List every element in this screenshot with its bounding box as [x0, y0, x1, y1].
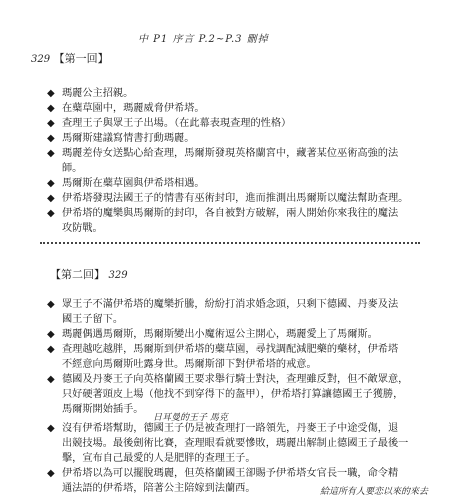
bullet-icon: ◆: [47, 88, 55, 99]
bullet-icon: ◆: [47, 374, 55, 385]
handwritten-note-top: 中 P1 序言 P.2~P.3 刪掉: [138, 34, 269, 45]
bullet-icon: ◆: [47, 423, 55, 434]
bullet-icon: ◆: [47, 193, 55, 204]
bullet-icon: ◆: [47, 103, 55, 114]
ch1-item-8: ◆ 伊希塔的魔樂與馬爾斯的封印，各自被對方破解，兩人開始你來我往的魔法 攻防戰。: [47, 208, 399, 234]
handwritten-annotation-bottom: 給這所有人要恋以來的來去: [320, 487, 429, 497]
chapter1-heading: [31, 50, 109, 66]
handwritten-annotation-german-prince: 日耳曼的王子 馬克: [153, 413, 228, 423]
chapter2-page-mark: 329: [108, 270, 128, 281]
ch2-item-5: ◆ 沒有伊希塔幫助，德國王子仍是被查理打一路領先，丹麥王子中途受傷，退 出競技場。最後劍術比賽，查理眼看就要慘敗，瑪麗出解制止德國王子最後一 擊，宣布自己最愛的人是肥胖的查理王子。: [47, 423, 409, 464]
ch2-item-2: ◆ 瑪麗偶遇馬爾斯，馬爾斯變出小魔術逗公主開心，瑪麗愛上了馬爾斯。: [47, 329, 378, 340]
bullet-icon: ◆: [47, 118, 55, 129]
ch1-item-4: ◆ 馬爾斯建議寫情書打動瑪麗。: [47, 133, 195, 144]
ch2-item-6: ◆ 伊希塔以為可以擺脫瑪麗，但英格蘭國王卻賜予伊希塔女官長一職，命令精 通法語的伊希塔，陪著公主陪嫁到法蘭西。: [47, 468, 399, 494]
chapter1-page-mark: 329: [31, 54, 51, 65]
ch1-item-2: ◆ 在蘗草園中，瑪麗威脅伊希塔。: [47, 103, 205, 114]
ch1-item-6: ◆ 馬爾斯在蘗草園與伊希塔相遇。: [47, 178, 205, 189]
ch2-item-3: ◆ 查理越吃越胖，馬爾斯到伊希塔的蘗草園，尋找調配減肥藥的藥材，伊希塔 不經意向馬爾斯吐露身世。馬爾斯卻下對伊希塔的戒意。: [47, 344, 399, 370]
bullet-icon: ◆: [47, 178, 55, 189]
ch1-item-3: ◆ 查理王子與眾王子出場。（在此幕表現查理的性格）: [47, 118, 292, 129]
ch1-item-7: ◆ 伊希塔發現法國王子的情書有巫術封印，進而推測出馬爾斯以魔法幫助查理。: [47, 193, 409, 204]
ch1-item-1: ◆ 瑪麗公主招親。: [47, 88, 134, 99]
bullet-icon: ◆: [47, 208, 55, 219]
bullet-icon: ◆: [47, 299, 55, 310]
chapter1-title: 【第一回】: [53, 52, 109, 65]
dotted-separator: [40, 242, 420, 244]
ch2-item-4: ◆ 德國及丹麥王子向英格蘭國王要求舉行騎士對決，查理雖反對，但不敵眾意， 只好硬著頭皮上場（他找不到穿得下的盔甲），伊希塔打算讓德國王子獲勝， 馬爾斯開始插手。: [47, 374, 409, 415]
chapter2-heading: [50, 266, 128, 282]
bullet-icon: ◆: [47, 329, 55, 340]
ch1-item-5: ◆ 瑪麗差侍女送點心給查理，馬爾斯發現英格蘭宮中，藏著某位巫術高強的法 師。: [47, 148, 399, 174]
bullet-icon: ◆: [47, 344, 55, 355]
bullet-icon: ◆: [47, 133, 55, 144]
chapter2-title: 【第二回】: [50, 268, 105, 281]
bullet-icon: ◆: [47, 468, 55, 479]
bullet-icon: ◆: [47, 148, 55, 159]
ch2-item-1: ◆ 眾王子不滿伊希塔的魔樂折騰，紛紛打消求婚念頭，只剩下德國、丹麥及法 國王子留下。: [47, 299, 399, 325]
